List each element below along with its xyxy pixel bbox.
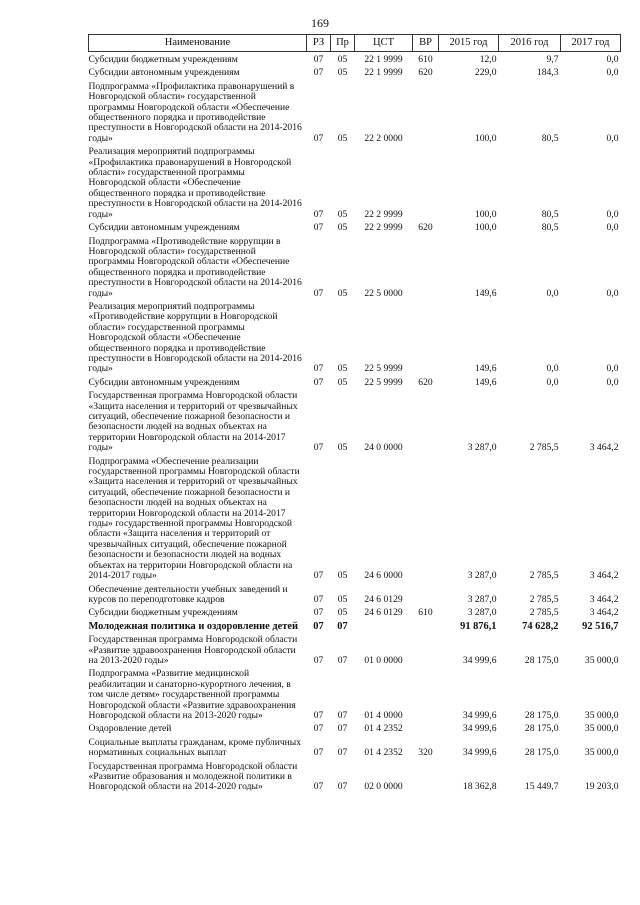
row-value-2017: 0,0 bbox=[606, 222, 619, 234]
row-pr: 07 bbox=[337, 654, 348, 666]
row-rz: 07 bbox=[313, 54, 324, 65]
row-value-2015: 34 999,6 bbox=[462, 747, 497, 759]
row-vr bbox=[413, 79, 439, 144]
row-value-2016: 184,3 bbox=[536, 67, 559, 79]
table-row bbox=[89, 299, 621, 375]
column-header: РЗ bbox=[307, 35, 331, 52]
row-value-2015: 149,6 bbox=[474, 376, 497, 388]
row-rz: 07 bbox=[313, 781, 324, 793]
row-vr bbox=[413, 582, 439, 606]
row-cst: 24 0 0000 bbox=[364, 442, 403, 454]
row-value-2015: 34 999,6 bbox=[462, 709, 497, 721]
row-value-2016: 2 785,5 bbox=[529, 593, 559, 605]
row-value-2016: 28 175,0 bbox=[524, 654, 559, 666]
row-rz: 07 bbox=[313, 67, 324, 79]
column-header: 2015 год bbox=[439, 35, 499, 52]
row-value-2015: 91 876,1 bbox=[460, 620, 497, 632]
row-name: Реализация мероприятий подпрограммы «Противодействие коррупции в Новгородской области» государственной программы Новгородской области «Обеспечение общественного порядка и противодействие преступности в Новгородской области на 2014-2016 годы» bbox=[88, 300, 302, 375]
row-value-2017: 3 464,2 bbox=[589, 607, 619, 619]
row-vr bbox=[413, 454, 439, 582]
row-rz: 07 bbox=[313, 593, 324, 605]
row-name: Молодежная политика и оздоровление детей bbox=[88, 620, 298, 632]
row-pr: 05 bbox=[337, 376, 348, 388]
row-value-2017: 0,0 bbox=[606, 132, 619, 144]
row-value-2017: 0,0 bbox=[606, 287, 619, 299]
column-header: ЦСТ bbox=[355, 35, 413, 52]
row-cst: 22 2 0000 bbox=[364, 132, 403, 144]
row-cst bbox=[355, 619, 413, 632]
row-cst: 01 4 0000 bbox=[364, 709, 403, 721]
table-row bbox=[89, 375, 621, 388]
row-value-2017: 0,0 bbox=[606, 376, 619, 388]
row-value-2016: 80,5 bbox=[541, 208, 559, 220]
row-cst: 22 1 9999 bbox=[364, 67, 403, 79]
row-value-2016: 28 175,0 bbox=[524, 709, 559, 721]
row-value-2017: 0,0 bbox=[606, 67, 619, 79]
row-value-2017: 35 000,0 bbox=[584, 723, 619, 735]
row-rz: 07 bbox=[313, 442, 324, 454]
row-value-2016: 0,0 bbox=[546, 376, 559, 388]
row-name: Подпрограмма «Обеспечение реализации государственной программы Новгородской области «Защита населения и территорий от чрезвычайных ситуаций, обеспечение пожарной безопасности и безопасности людей на водных объектах на территории Новгородской области на 2014-2017 годы» государственной программы Новгородской области «Защита населения и территорий от чрезвычайных ситуаций, обеспечение пожарной безопасности и безопасности людей на водных объектах на территории Новгородской области на 2014-2017 годы» bbox=[88, 455, 300, 582]
row-cst: 22 2 9999 bbox=[364, 208, 403, 220]
row-vr bbox=[413, 721, 439, 734]
row-value-2016: 74 628,2 bbox=[522, 620, 559, 632]
row-value-2016: 9,7 bbox=[546, 54, 559, 65]
table-row bbox=[89, 666, 621, 721]
row-cst: 01 4 2352 bbox=[364, 747, 403, 759]
row-value-2015: 149,6 bbox=[474, 287, 497, 299]
row-value-2017: 0,0 bbox=[606, 54, 619, 65]
row-name: Обеспечение деятельности учебных заведений и курсов по переподготовке кадров bbox=[88, 583, 288, 605]
row-pr: 05 bbox=[337, 67, 348, 79]
row-value-2017: 19 203,0 bbox=[584, 781, 619, 793]
page-number: 169 bbox=[311, 16, 329, 30]
column-header: 2016 год bbox=[499, 35, 561, 52]
column-header: Наименование bbox=[89, 35, 307, 52]
table-row bbox=[89, 52, 621, 66]
column-header: ВР bbox=[413, 35, 439, 52]
row-value-2016: 80,5 bbox=[541, 222, 559, 234]
row-value-2016: 80,5 bbox=[541, 132, 559, 144]
row-value-2015: 12,0 bbox=[479, 54, 497, 65]
row-rz: 07 bbox=[313, 376, 324, 388]
row-name: Подпрограмма «Профилактика правонарушений в Новгородской области» государственной программы Новгородской области «Обеспечение общественного порядка и противодействие преступности в Новгородской области на 2014-2016 годы» bbox=[88, 80, 302, 144]
table-row bbox=[89, 721, 621, 734]
table-row bbox=[89, 605, 621, 618]
row-name: Субсидии бюджетным учреждениям bbox=[88, 607, 238, 619]
table-row bbox=[89, 79, 621, 144]
row-name: Подпрограмма «Противодействие коррупции в Новгородской области» государственной программы Новгородской области «Обеспечение общественного порядка и противодействие преступности в Новгородской области на 2014-2016 годы» bbox=[88, 235, 302, 299]
row-rz: 07 bbox=[313, 709, 324, 721]
row-pr: 05 bbox=[337, 287, 348, 299]
row-pr: 05 bbox=[337, 607, 348, 619]
row-pr: 07 bbox=[337, 723, 348, 735]
row-rz: 07 bbox=[313, 208, 324, 220]
row-pr: 05 bbox=[337, 442, 348, 454]
row-rz: 07 bbox=[313, 222, 324, 234]
row-value-2016: 0,0 bbox=[546, 287, 559, 299]
row-value-2015: 100,0 bbox=[474, 222, 497, 234]
row-rz: 07 bbox=[313, 287, 324, 299]
row-vr: 620 bbox=[418, 67, 433, 79]
row-pr: 05 bbox=[337, 570, 348, 582]
row-vr bbox=[413, 666, 439, 721]
row-rz: 07 bbox=[313, 132, 324, 144]
row-value-2017: 35 000,0 bbox=[584, 709, 619, 721]
row-value-2015: 229,0 bbox=[474, 67, 497, 79]
row-pr: 05 bbox=[337, 208, 348, 220]
row-pr: 05 bbox=[337, 363, 348, 375]
row-value-2016: 15 449,7 bbox=[524, 781, 559, 793]
row-cst: 01 0 0000 bbox=[364, 654, 403, 666]
column-header: Пр bbox=[331, 35, 355, 52]
row-name: Подпрограмма «Развитие медицинской реабилитации и санаторно-курортного лечения, в том числе детям» государственной программы Новгородской области «Развитие здравоохранения Новгородской области на 2013-2020 годы» bbox=[88, 668, 296, 721]
row-value-2017: 92 516,7 bbox=[582, 620, 619, 632]
row-value-2017: 35 000,0 bbox=[584, 747, 619, 759]
row-cst: 24 6 0129 bbox=[364, 593, 403, 605]
row-name: Государственная программа Новгородской области «Развитие здравоохранения Новгородской области на 2013-2020 годы» bbox=[88, 634, 298, 666]
row-vr bbox=[413, 759, 439, 793]
column-header: 2017 год bbox=[561, 35, 621, 52]
row-pr: 07 bbox=[337, 709, 348, 721]
table-header-row bbox=[89, 35, 621, 52]
row-value-2015: 100,0 bbox=[474, 132, 497, 144]
row-vr bbox=[413, 619, 439, 632]
table-row bbox=[89, 388, 621, 453]
row-pr: 07 bbox=[337, 781, 348, 793]
row-cst: 22 2 9999 bbox=[364, 222, 403, 234]
table-row bbox=[89, 454, 621, 582]
row-name: Субсидии автономным учреждениям bbox=[88, 67, 240, 79]
row-value-2017: 3 464,2 bbox=[589, 593, 619, 605]
row-value-2015: 100,0 bbox=[474, 208, 497, 220]
row-pr: 05 bbox=[337, 593, 348, 605]
row-value-2017: 3 464,2 bbox=[589, 442, 619, 454]
row-vr bbox=[413, 388, 439, 453]
row-value-2015: 3 287,0 bbox=[467, 442, 497, 454]
row-value-2015: 34 999,6 bbox=[462, 654, 497, 666]
row-value-2015: 149,6 bbox=[474, 363, 497, 375]
row-value-2016: 2 785,5 bbox=[529, 607, 559, 619]
row-value-2016: 28 175,0 bbox=[524, 747, 559, 759]
row-pr: 07 bbox=[337, 747, 348, 759]
row-vr: 320 bbox=[418, 747, 433, 759]
row-rz: 07 bbox=[313, 723, 324, 735]
row-cst: 01 4 2352 bbox=[364, 723, 403, 735]
row-value-2017: 0,0 bbox=[606, 208, 619, 220]
row-value-2016: 2 785,5 bbox=[529, 442, 559, 454]
row-name: Государственная программа Новгородской области «Развитие образования и молодежной политики в Новгородской области на 2014-2020 годы» bbox=[88, 760, 298, 793]
row-value-2015: 34 999,6 bbox=[462, 723, 497, 735]
row-vr bbox=[413, 234, 439, 299]
row-vr bbox=[413, 632, 439, 666]
row-rz: 07 bbox=[313, 570, 324, 582]
row-rz: 07 bbox=[313, 607, 324, 619]
row-name: Субсидии бюджетным учреждениям bbox=[88, 54, 238, 65]
row-value-2015: 3 287,0 bbox=[467, 607, 497, 619]
row-value-2017: 3 464,2 bbox=[589, 570, 619, 582]
row-vr bbox=[413, 144, 439, 220]
row-vr: 610 bbox=[418, 54, 433, 65]
table-row bbox=[89, 144, 621, 220]
row-cst: 02 0 0000 bbox=[364, 781, 403, 793]
row-rz: 07 bbox=[313, 620, 324, 632]
row-cst: 22 5 0000 bbox=[364, 287, 403, 299]
row-value-2015: 18 362,8 bbox=[462, 781, 497, 793]
row-value-2016: 2 785,5 bbox=[529, 570, 559, 582]
row-cst: 22 1 9999 bbox=[364, 54, 403, 65]
row-vr: 620 bbox=[418, 376, 433, 388]
row-name: Субсидии автономным учреждениям bbox=[88, 376, 240, 388]
row-pr: 05 bbox=[337, 222, 348, 234]
section-total-row bbox=[89, 619, 621, 632]
table-row bbox=[89, 234, 621, 299]
table-row bbox=[89, 220, 621, 233]
row-value-2016: 0,0 bbox=[546, 363, 559, 375]
row-name: Оздоровление детей bbox=[88, 723, 172, 735]
table-row bbox=[89, 65, 621, 78]
row-rz: 07 bbox=[313, 363, 324, 375]
table-row bbox=[89, 735, 621, 759]
row-pr: 05 bbox=[337, 54, 348, 65]
row-value-2017: 0,0 bbox=[606, 363, 619, 375]
row-cst: 24 6 0129 bbox=[364, 607, 403, 619]
row-cst: 22 5 9999 bbox=[364, 363, 403, 375]
row-rz: 07 bbox=[313, 747, 324, 759]
row-cst: 22 5 9999 bbox=[364, 376, 403, 388]
row-vr: 620 bbox=[418, 222, 433, 234]
row-rz: 07 bbox=[313, 654, 324, 666]
table-row bbox=[89, 582, 621, 606]
budget-table bbox=[88, 34, 621, 793]
row-vr: 610 bbox=[418, 607, 433, 619]
row-value-2015: 3 287,0 bbox=[467, 593, 497, 605]
row-pr: 07 bbox=[337, 620, 348, 632]
row-pr: 05 bbox=[337, 132, 348, 144]
row-name: Государственная программа Новгородской области «Защита населения и территорий от чрезвычайных ситуаций, обеспечение пожарной безопасности и безопасности людей на водных объектах на территории Новгородской области на 2014-2017 годы» bbox=[88, 390, 298, 454]
table-row bbox=[89, 632, 621, 666]
row-name: Социальные выплаты гражданам, кроме публичных нормативных социальных выплат bbox=[88, 736, 302, 759]
table-row bbox=[89, 759, 621, 793]
row-value-2015: 3 287,0 bbox=[467, 570, 497, 582]
row-cst: 24 6 0000 bbox=[364, 570, 403, 582]
row-vr bbox=[413, 299, 439, 375]
row-name: Реализация мероприятий подпрограммы «Профилактика правонарушений в Новгородской области» государственной программы Новгородской области «Обеспечение общественного порядка и противодействие преступности в Новгородской области на 2014-2016 годы» bbox=[88, 146, 302, 220]
row-value-2016: 28 175,0 bbox=[524, 723, 559, 735]
row-name: Субсидии автономным учреждениям bbox=[88, 222, 240, 234]
row-value-2017: 35 000,0 bbox=[584, 654, 619, 666]
